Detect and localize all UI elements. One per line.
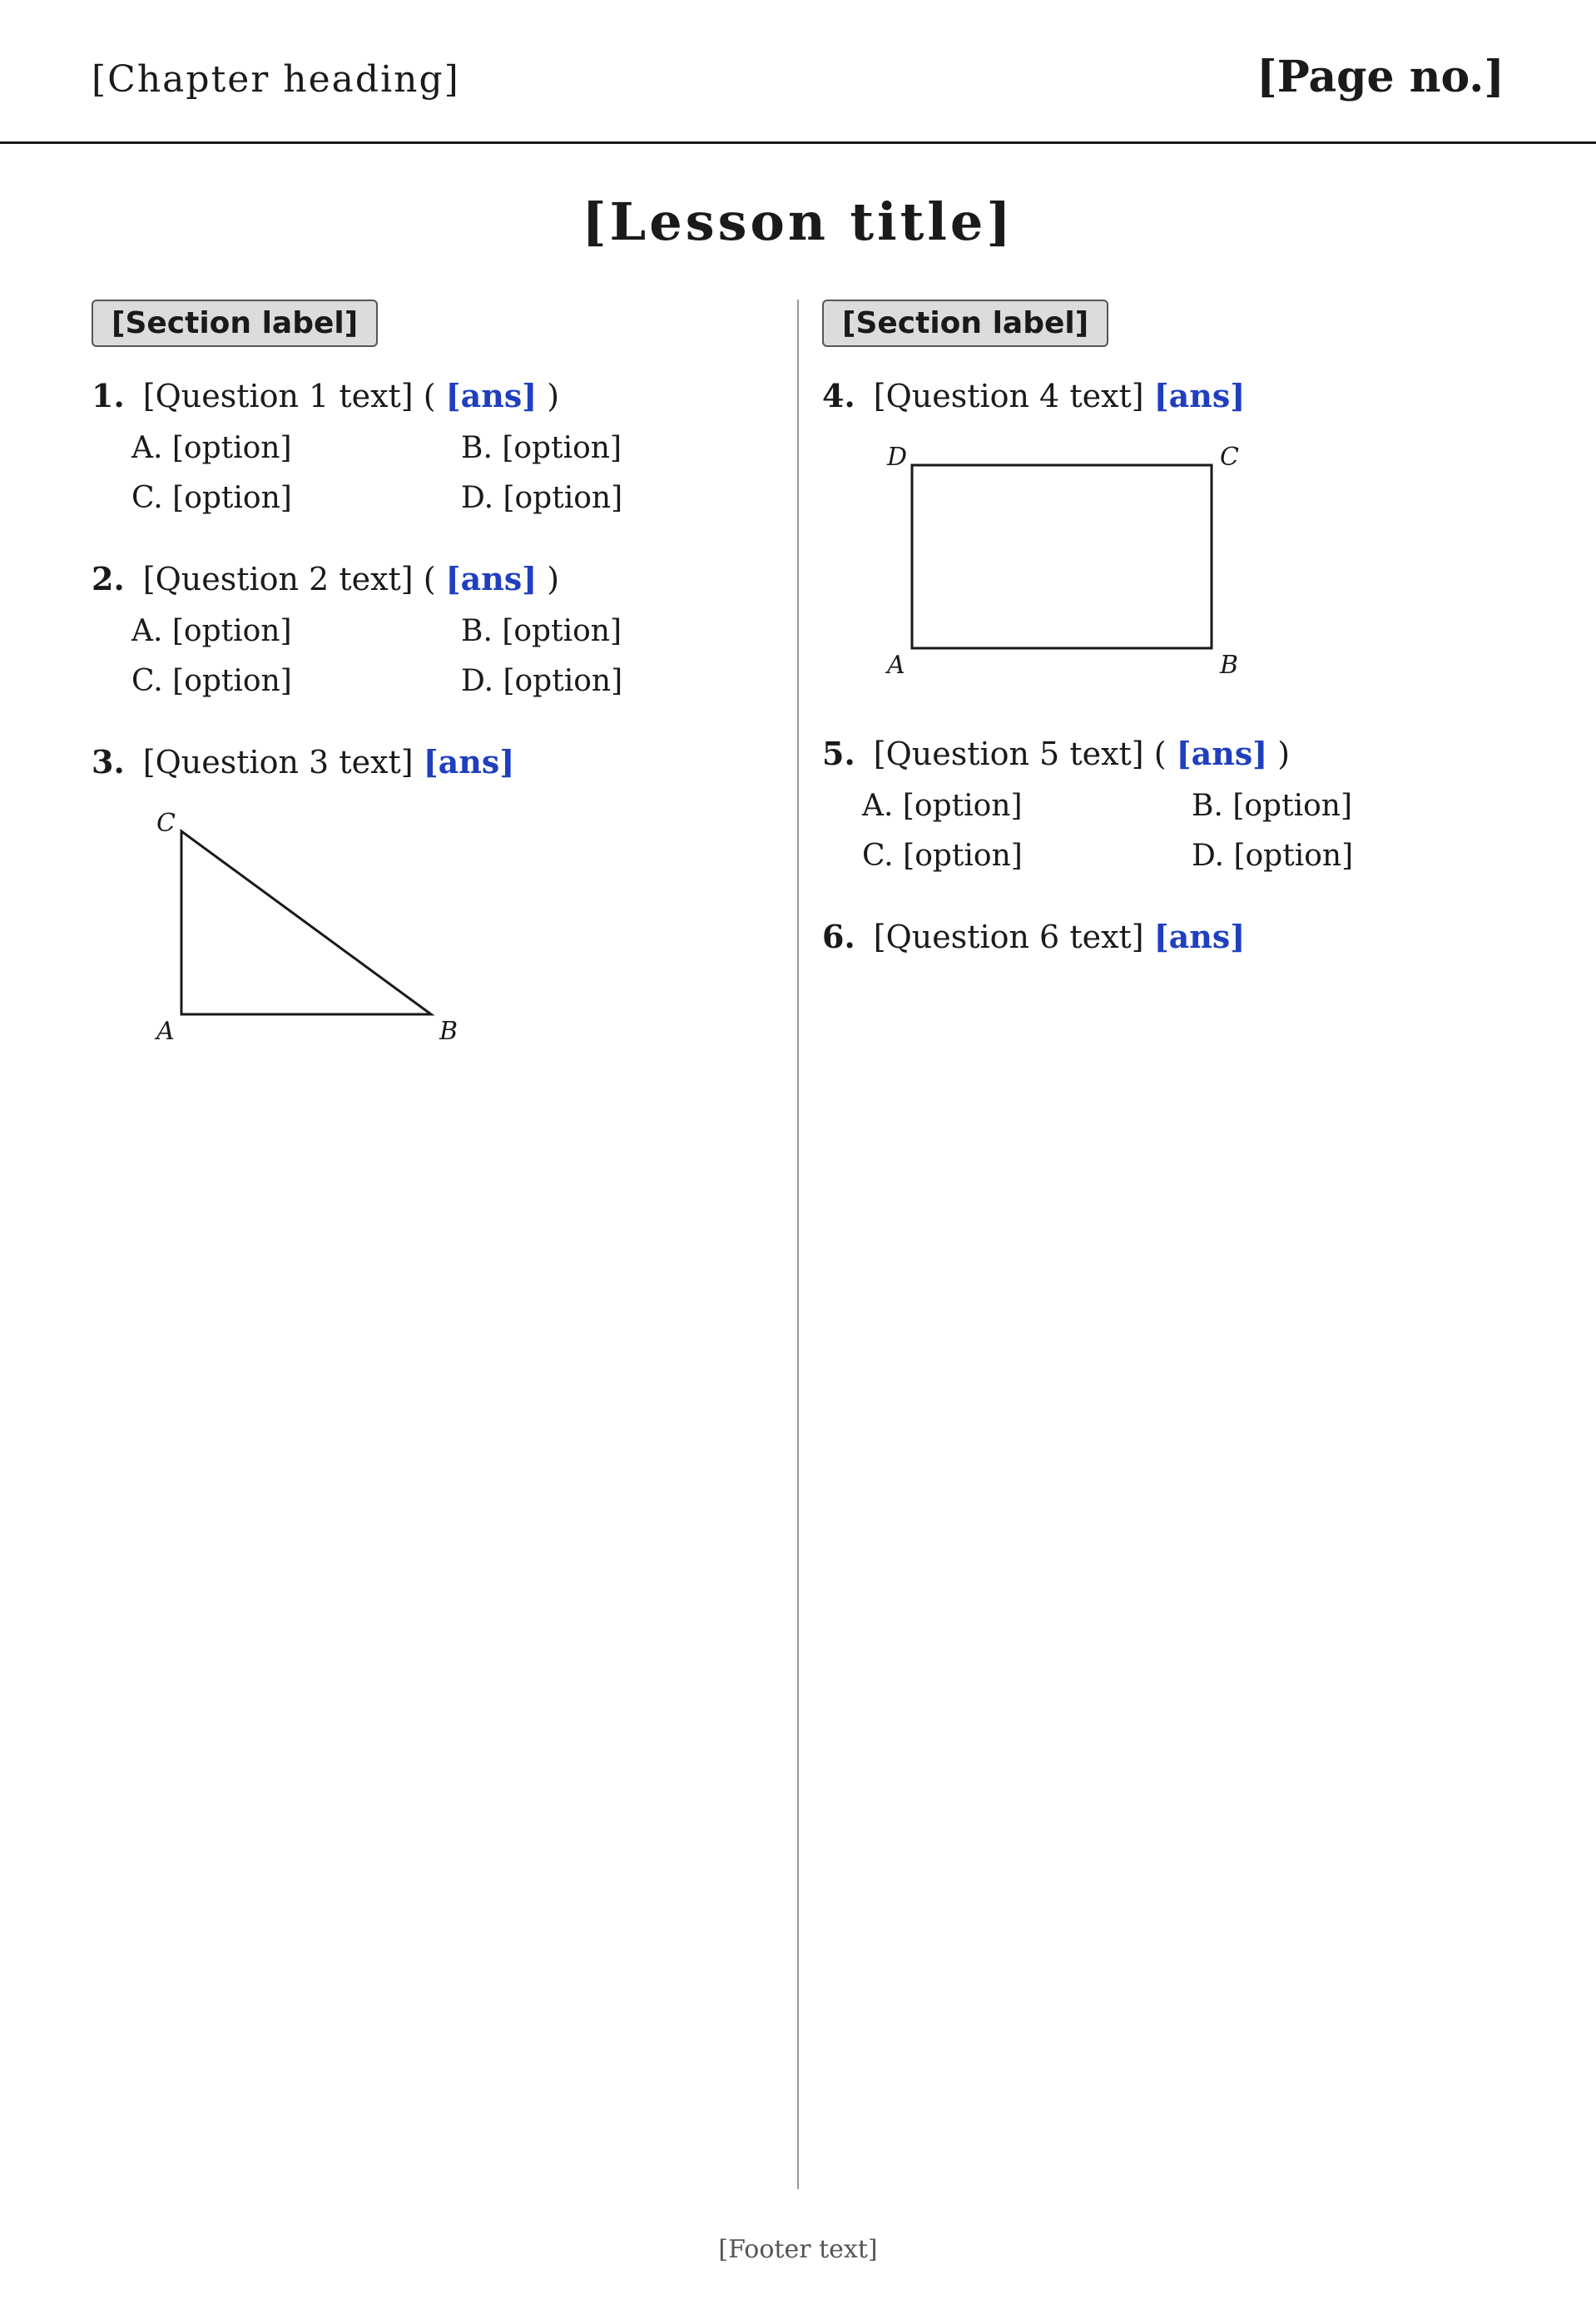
page-number: [Page no.] (1256, 52, 1504, 102)
option-d: D. [option] (1192, 839, 1354, 873)
question-text: [Question 4 text] (873, 378, 1144, 414)
option-b: B. [option] (461, 614, 622, 648)
question-number: 1. (92, 377, 125, 414)
vertex-label: C (1220, 443, 1239, 472)
answer-text: [ans] (1153, 377, 1246, 414)
question-text: [Question 3 text] (142, 744, 414, 780)
question-text: [Question 2 text] (142, 561, 414, 597)
question-text: [Question 1 text] (142, 378, 414, 414)
vertex-label: C (156, 809, 176, 838)
vertex-label: B (439, 1017, 458, 1046)
option-a: A. [option] (131, 614, 292, 648)
question-number: 5. (822, 735, 855, 772)
vertex-label: A (887, 651, 905, 680)
option-list (862, 781, 1504, 881)
option-a: A. [option] (131, 431, 292, 465)
option-b: B. [option] (1192, 789, 1352, 823)
page-footer: [Footer text] (718, 2235, 878, 2264)
section-label: [Section label] (822, 300, 1108, 347)
question-number: 2. (92, 560, 125, 597)
option-d: D. [option] (461, 481, 623, 515)
question-number: 6. (822, 918, 855, 955)
option-c: C. [option] (131, 481, 292, 515)
triangle-shape (181, 831, 431, 1014)
vertex-label: D (887, 443, 908, 472)
option-d: D. [option] (461, 664, 623, 698)
option-list (131, 607, 774, 706)
lesson-title: [Lesson title] (582, 191, 1014, 252)
page-header (0, 0, 1596, 144)
question-item: 1. [Question 1 text] ( [ans] ) A. [option] B. [option] C. [option] D. [option] (92, 369, 774, 523)
answer-text: [ans] (1153, 918, 1246, 955)
chapter-heading: [Chapter heading] (92, 58, 460, 101)
question-item: 2. [Question 2 text] ( [ans] ) A. [option] B. [option] C. [option] D. [option] (92, 552, 774, 706)
question-number: 4. (822, 377, 855, 414)
option-b: B. [option] (461, 431, 622, 465)
answer-text: [ans] (445, 560, 538, 597)
question-item (822, 369, 1504, 698)
question-item (822, 909, 1504, 964)
geometry-figure (862, 432, 1504, 698)
geometry-figure (131, 798, 774, 1064)
option-a: A. [option] (862, 789, 1023, 823)
question-text: [Question 5 text] (873, 736, 1144, 772)
option-c: C. [option] (131, 664, 292, 698)
answer-text: [ans] (1176, 735, 1268, 772)
answer-text: [ans] (445, 377, 538, 414)
question-text: [Question 6 text] (873, 919, 1144, 955)
vertex-label: B (1220, 651, 1239, 680)
left-column (92, 300, 774, 2189)
triangle-diagram (131, 798, 481, 1048)
option-c: C. [option] (862, 839, 1023, 873)
rectangle-shape (912, 465, 1212, 648)
answer-text: [ans] (423, 743, 515, 780)
section-label: [Section label] (92, 300, 378, 347)
rectangle-diagram (862, 432, 1261, 681)
question-number: 3. (92, 743, 125, 780)
question-item (92, 735, 774, 1064)
right-column (822, 300, 1504, 2189)
vertex-label: A (156, 1017, 175, 1046)
question-item: 5. [Question 5 text] ( [ans] ) A. [option] B. [option] C. [option] D. [option] (822, 726, 1504, 881)
option-list (131, 424, 774, 523)
column-divider (797, 300, 799, 2189)
